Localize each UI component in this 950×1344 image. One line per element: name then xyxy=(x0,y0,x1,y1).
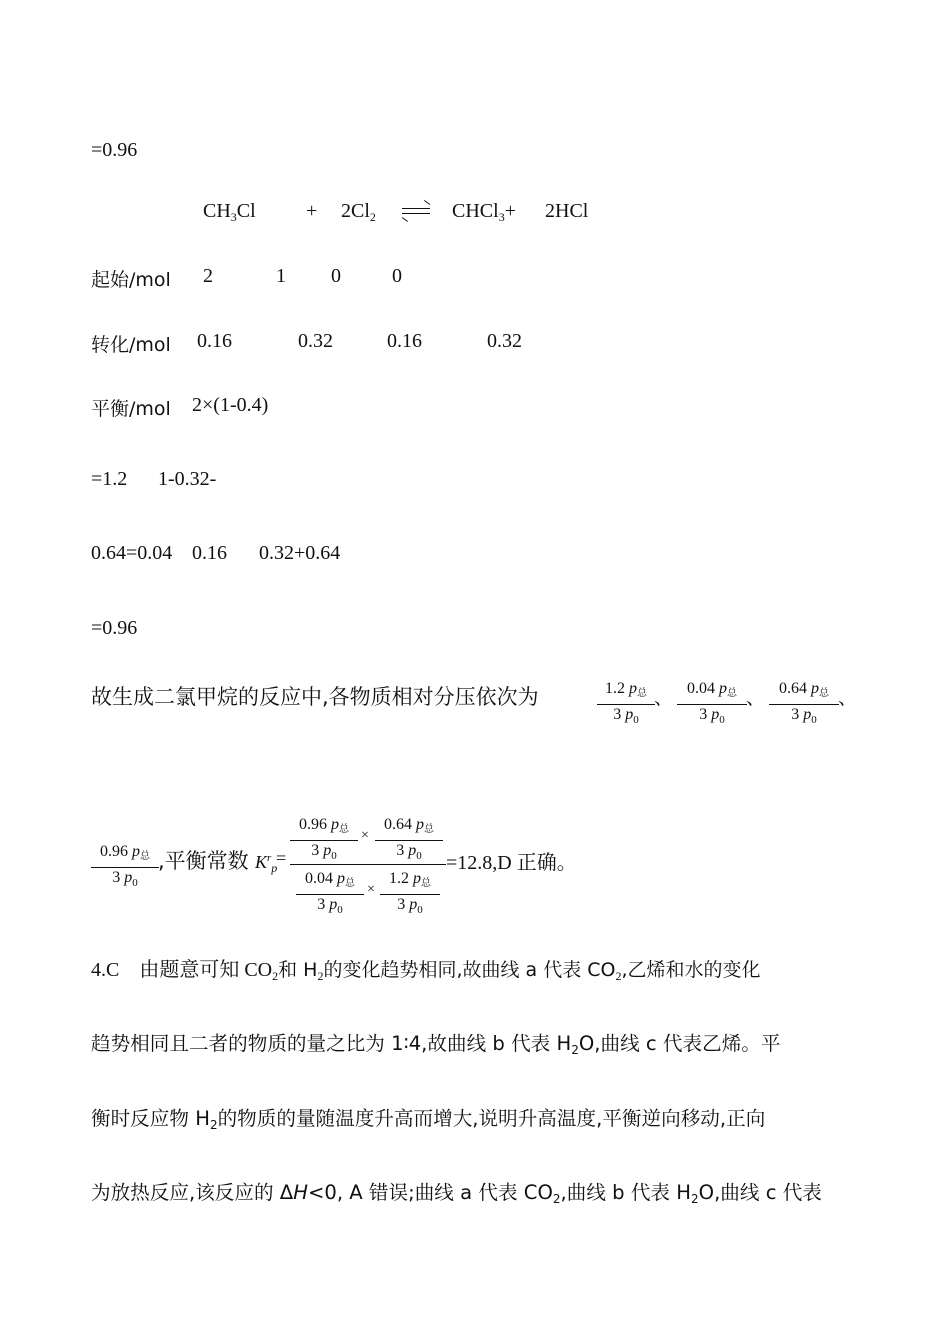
start-val: 1 xyxy=(276,265,286,287)
equilibrium-arrow-icon xyxy=(402,206,430,216)
change-val: 0.16 xyxy=(197,330,232,352)
partial-pressure-text: 故生成二氯甲烷的反应中,各物质相对分压依次为 xyxy=(91,685,539,709)
row-label-start: 起始/mol xyxy=(91,269,171,291)
text-line: =0.96 xyxy=(91,617,138,639)
para4-line2: 趋势相同且二者的物质的量之比为 1∶4,故曲线 b 代表 $H_2O$,曲线 c 代表乙烯。平 xyxy=(91,1032,781,1057)
reactant-ch3cl: $CH_3Cl$ xyxy=(203,200,256,224)
separator: 、 xyxy=(838,687,858,709)
product-hcl: 2HCl xyxy=(545,200,589,222)
text-line: 0.32+0.64 xyxy=(259,542,341,564)
row-label-change: 转化/mol xyxy=(91,334,171,356)
kp-top-frac-a: 0.96 p总 3 $p_0$ xyxy=(290,815,358,861)
row-label-equilibrium: 平衡/mol xyxy=(91,398,171,420)
change-val: 0.32 xyxy=(487,330,522,352)
text-line: =0.96 xyxy=(91,139,138,161)
fraction-2: 0.04 p总 3 $p_0$ xyxy=(677,679,747,725)
change-val: 0.16 xyxy=(387,330,422,352)
para4-line4: 为放热反应,该反应的 ΔH<0, A 错误;曲线 a 代表 $CO_2$,曲线 b 代表 $H_2O$,曲线 c 代表 xyxy=(91,1181,822,1206)
start-val: 0 xyxy=(331,265,341,287)
kp-bottom-frac-b: 1.2 p总 3 $p_0$ xyxy=(380,869,440,915)
text-line: =1.2 xyxy=(91,468,128,490)
change-val: 0.32 xyxy=(298,330,333,352)
separator: 、 xyxy=(746,687,766,709)
product-chcl3: CHCl$_3$+ xyxy=(452,200,516,224)
fraction-3: 0.64 p总 3 $p_0$ xyxy=(769,679,839,725)
fraction-4: 0.96 p总 3 $p_0$ xyxy=(91,842,159,888)
para4-line3: 衡时反应物 $H_2$的物质的量随温度升高而增大,说明升高温度,平衡逆向移动,正向 xyxy=(91,1107,766,1132)
kp-bottom-frac-a: 0.04 p总 3 $p_0$ xyxy=(296,869,364,915)
kp-symbol: $K^r_p$ xyxy=(255,852,278,875)
para4-line1: 4.C 由题意可知 $CO_2$和 $H_2$的变化趋势相同,故曲线 a 代表 $CO_2$,乙烯和水的变化 xyxy=(91,959,761,983)
equilibrium-val: 2×(1-0.4) xyxy=(192,394,269,416)
times-sign: × xyxy=(367,882,375,897)
kp-prefix: ,平衡常数 xyxy=(158,849,249,873)
text-line: 1-0.32- xyxy=(158,468,217,490)
start-val: 0 xyxy=(392,265,402,287)
kp-top-frac-b: 0.64 p总 3 $p_0$ xyxy=(375,815,443,861)
reactant-cl2: $2Cl_2$ xyxy=(341,200,376,224)
times-sign: × xyxy=(361,828,369,843)
fraction-1: 1.2 p总 3 $p_0$ xyxy=(597,679,655,725)
equals-sign: = xyxy=(276,848,287,868)
text-line: 0.16 xyxy=(192,542,227,564)
kp-fraction-bar xyxy=(290,864,446,865)
kp-result: =12.8,D 正确。 xyxy=(446,852,577,874)
text-line: 0.64=0.04 xyxy=(91,542,173,564)
plus-sign: + xyxy=(306,200,318,222)
start-val: 2 xyxy=(203,265,213,287)
separator: 、 xyxy=(654,687,674,709)
